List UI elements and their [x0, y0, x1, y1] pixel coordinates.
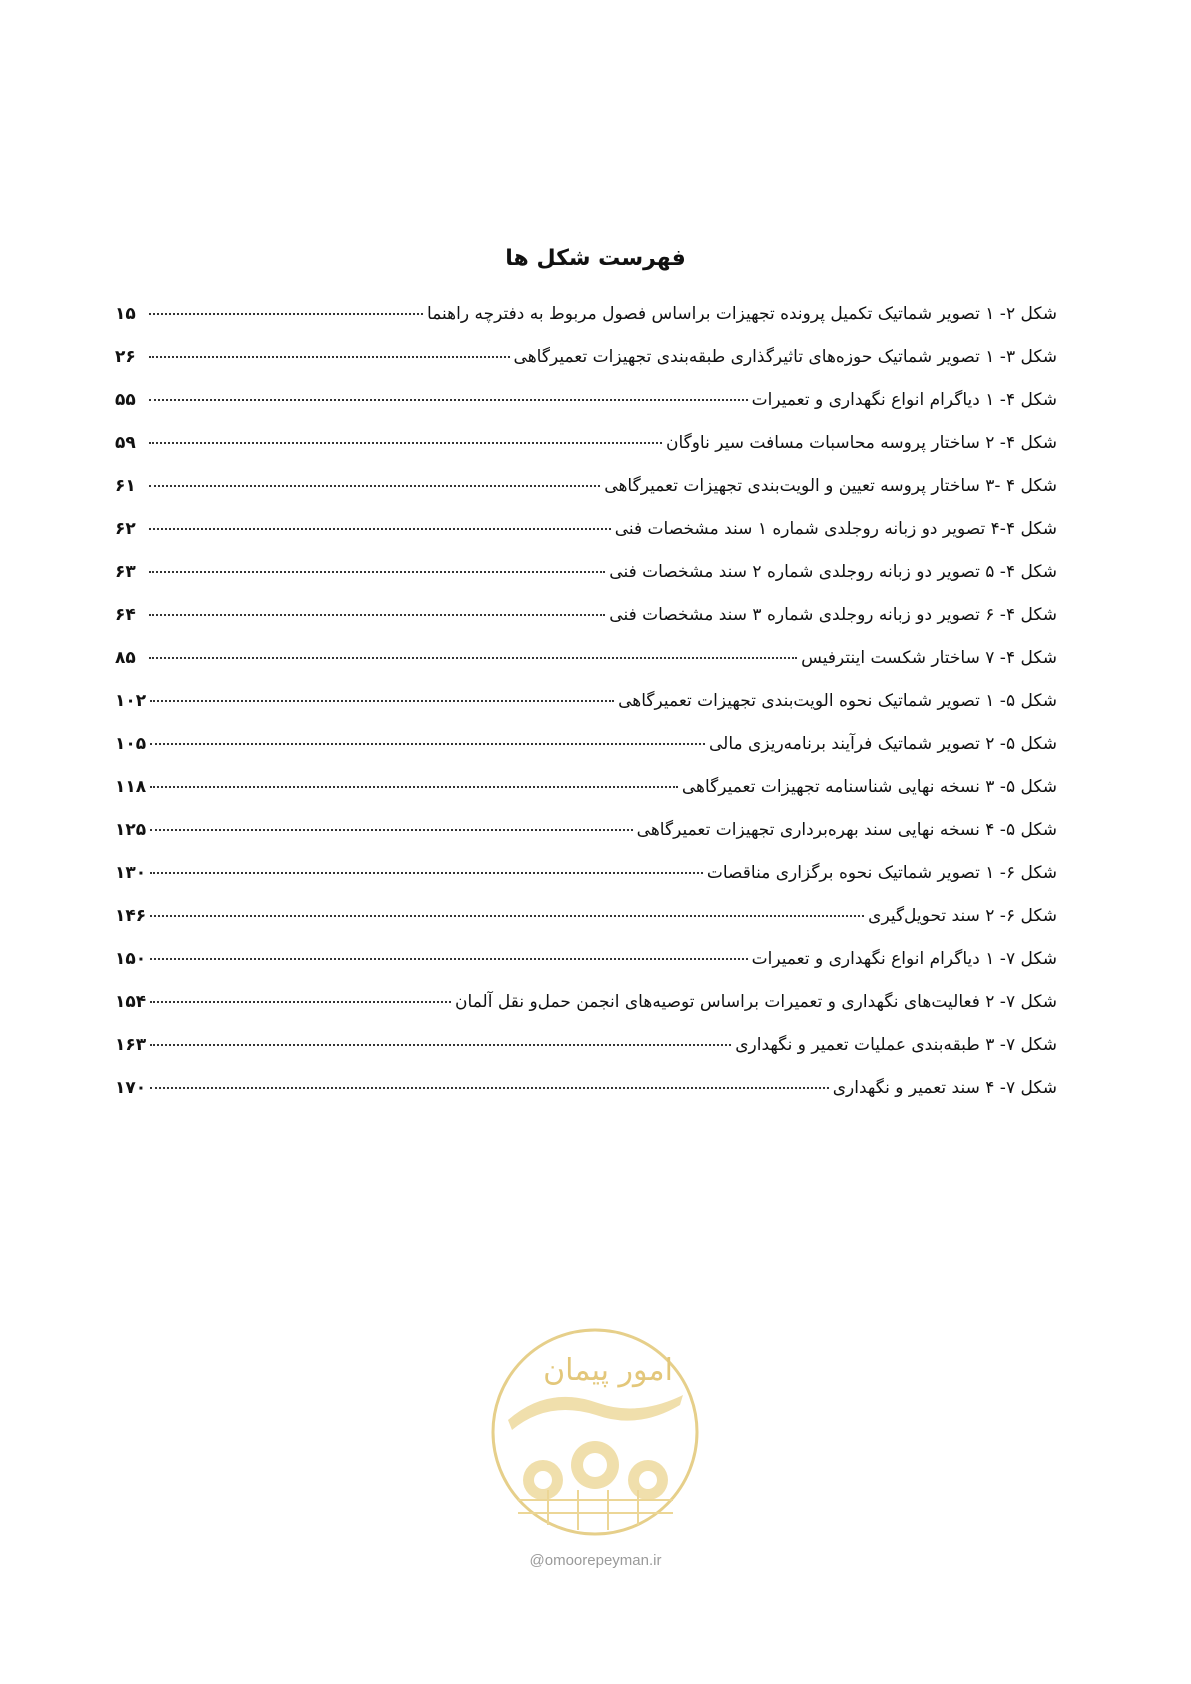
toc-row[interactable] [115, 773, 1057, 816]
toc-label: شکل ۴- ۲ ساختار پروسه محاسبات مسافت سیر ناوگان [665, 433, 1057, 453]
toc-page-number: ۱۱۸ [115, 777, 147, 797]
dot-leader [150, 700, 614, 702]
dot-leader [150, 829, 633, 831]
at-icon: @ [529, 1552, 545, 1569]
toc-row[interactable] [115, 515, 1057, 558]
dot-leader [150, 786, 678, 788]
toc-label: شکل ۴- ۷ ساختار شکست اینترفیس [801, 648, 1057, 668]
toc-row[interactable] [115, 343, 1057, 386]
toc-label: شکل ۳- ۱ تصویر شماتیک حوزه‌های تاثیرگذاری طبقه‌بندی تجهیزات تعمیرگاهی [513, 347, 1057, 367]
toc-row[interactable] [115, 859, 1057, 902]
toc-page-number: ۲۶ [115, 347, 136, 367]
page-title: فهرست شکل ها [505, 246, 686, 271]
toc-row[interactable] [115, 945, 1057, 988]
dot-leader [149, 313, 423, 315]
toc-page-number: ۱۶۳ [115, 1035, 147, 1055]
toc-label: شکل ۵- ۱ تصویر شماتیک نحوه الویت‌بندی تجهیزات تعمیرگاهی [618, 691, 1057, 711]
figure-list [115, 300, 1057, 1117]
dot-leader [150, 743, 705, 745]
dot-leader [149, 442, 662, 444]
toc-page-number: ۱۵ [115, 304, 136, 324]
toc-page-number: ۱۳۰ [115, 863, 147, 883]
toc-label: شکل ۴- ۱ دیاگرام انواع نگهداری و تعمیرات [751, 390, 1057, 410]
toc-page-number: ۱۵۰ [115, 949, 147, 969]
watermark-logo-text: امور پیمان [543, 1353, 673, 1388]
dot-leader [150, 958, 747, 960]
toc-page-number: ۱۴۶ [115, 906, 147, 926]
toc-label: شکل ۷- ۱ دیاگرام انواع نگهداری و تعمیرات [751, 949, 1057, 969]
toc-label: شکل ۴- ۵ تصویر دو زبانه روجلدی شماره ۲ سند مشخصات فنی [609, 562, 1057, 582]
dot-leader [149, 657, 797, 659]
toc-row[interactable] [115, 1031, 1057, 1074]
toc-label: شکل ۵- ۳ نسخه نهایی شناسنامه تجهیزات تعمیرگاهی [681, 777, 1057, 797]
dot-leader [149, 614, 605, 616]
toc-label: شکل ۶- ۱ تصویر شماتیک نحوه برگزاری مناقصات [706, 863, 1057, 883]
dot-leader [150, 872, 703, 874]
toc-page-number: ۱۲۵ [115, 820, 147, 840]
toc-row[interactable] [115, 816, 1057, 859]
toc-row[interactable] [115, 300, 1057, 343]
toc-page-number: ۶۴ [115, 605, 136, 625]
toc-page-number: ۶۱ [115, 476, 136, 496]
dot-leader [149, 571, 605, 573]
dot-leader [150, 1044, 731, 1046]
toc-row[interactable] [115, 902, 1057, 945]
dot-leader [149, 399, 748, 401]
toc-label: شکل ۷- ۴ سند تعمیر و نگهداری [832, 1078, 1057, 1098]
toc-row[interactable] [115, 644, 1057, 687]
toc-row[interactable] [115, 386, 1057, 429]
dot-leader [149, 356, 510, 358]
toc-row[interactable] [115, 988, 1057, 1031]
toc-page-number: ۵۹ [115, 433, 136, 453]
dot-leader [150, 1001, 451, 1003]
toc-label: شکل ۴ -۳ ساختار پروسه تعیین و الویت‌بندی تجهیزات تعمیرگاهی [604, 476, 1057, 496]
watermark-logo [488, 1325, 702, 1539]
toc-row[interactable] [115, 687, 1057, 730]
toc-row[interactable] [115, 472, 1057, 515]
toc-row[interactable] [115, 730, 1057, 773]
dot-leader [150, 915, 864, 917]
toc-row[interactable] [115, 429, 1057, 472]
toc-page-number: ۱۷۰ [115, 1078, 147, 1098]
watermark-site-text: omoorepeyman.ir [544, 1552, 662, 1569]
toc-label: شکل ۵- ۴ نسخه نهایی سند بهره‌برداری تجهیزات تعمیرگاهی [636, 820, 1057, 840]
toc-page-number: ۱۵۴ [115, 992, 147, 1012]
dot-leader [150, 1087, 829, 1089]
toc-row[interactable] [115, 558, 1057, 601]
toc-label: شکل ۵- ۲ تصویر شماتیک فرآیند برنامه‌ریزی مالی [709, 734, 1057, 754]
toc-label: شکل ۶- ۲ سند تحویل‌گیری [868, 906, 1057, 926]
toc-label: شکل ۷- ۳ طبقه‌بندی عملیات تعمیر و نگهداری [735, 1035, 1057, 1055]
toc-row[interactable] [115, 1074, 1057, 1117]
dot-leader [149, 528, 611, 530]
toc-page-number: ۶۳ [115, 562, 136, 582]
toc-label: شکل ۴-۴ تصویر دو زبانه روجلدی شماره ۱ سند مشخصات فنی [614, 519, 1057, 539]
toc-page-number: ۵۵ [115, 390, 136, 410]
toc-page-number: ۱۰۵ [115, 734, 147, 754]
toc-row[interactable] [115, 601, 1057, 644]
toc-label: شکل ۷- ۲ فعالیت‌های نگهداری و تعمیرات براساس توصیه‌های انجمن حمل‌و نقل آلمان [455, 992, 1057, 1012]
toc-label: شکل ۲- ۱ تصویر شماتیک تکمیل پرونده تجهیزات براساس فصول مربوط به دفترچه راهنما [427, 304, 1057, 324]
watermark-site [0, 1552, 1191, 1569]
toc-label: شکل ۴- ۶ تصویر دو زبانه روجلدی شماره ۳ سند مشخصات فنی [609, 605, 1057, 625]
toc-page-number: ۸۵ [115, 648, 136, 668]
toc-page-number: ۶۲ [115, 519, 136, 539]
toc-page-number: ۱۰۲ [115, 691, 147, 711]
dot-leader [149, 485, 600, 487]
